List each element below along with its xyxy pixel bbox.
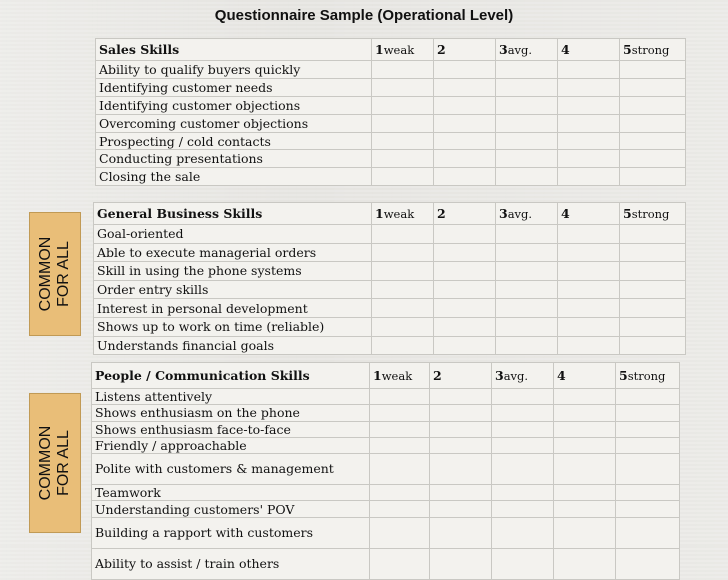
skill-label: Interest in personal development bbox=[94, 299, 372, 318]
side-label-common-for-all bbox=[29, 212, 81, 336]
rating-cell[interactable] bbox=[434, 150, 496, 168]
rating-cell[interactable] bbox=[370, 405, 430, 421]
rating-scale-header bbox=[558, 39, 620, 61]
table-row bbox=[96, 168, 686, 186]
skill-label: Identifying customer needs bbox=[96, 78, 372, 96]
rating-cell[interactable] bbox=[434, 280, 496, 299]
rating-cell[interactable] bbox=[620, 243, 686, 262]
rating-cell[interactable] bbox=[372, 132, 434, 150]
table-row bbox=[94, 317, 686, 336]
table-header-row bbox=[96, 39, 686, 61]
rating-cell[interactable] bbox=[558, 243, 620, 262]
skill-label: Able to execute managerial orders bbox=[94, 243, 372, 262]
rating-scale-number: 1 bbox=[375, 206, 384, 221]
rating-cell[interactable] bbox=[620, 262, 686, 281]
rating-cell[interactable] bbox=[620, 317, 686, 336]
rating-cell[interactable] bbox=[496, 336, 558, 355]
rating-scale-header bbox=[496, 39, 558, 61]
rating-cell[interactable] bbox=[430, 501, 492, 517]
rating-scale-number: 5 bbox=[619, 368, 628, 383]
rating-cell[interactable] bbox=[434, 299, 496, 318]
rating-scale-word: avg. bbox=[507, 43, 533, 57]
skill-label: Ability to assist / train others bbox=[92, 548, 370, 579]
rating-cell[interactable] bbox=[496, 78, 558, 96]
rating-cell[interactable] bbox=[496, 132, 558, 150]
rating-cell[interactable] bbox=[434, 61, 496, 79]
table-header-row bbox=[94, 203, 686, 225]
rating-cell[interactable] bbox=[620, 336, 686, 355]
rating-scale-header bbox=[492, 363, 554, 389]
rating-cell[interactable] bbox=[434, 336, 496, 355]
rating-cell[interactable] bbox=[620, 114, 686, 132]
rating-cell[interactable] bbox=[492, 548, 554, 579]
rating-cell[interactable] bbox=[372, 299, 434, 318]
rating-cell[interactable] bbox=[616, 454, 680, 485]
table-row bbox=[96, 61, 686, 79]
rating-scale-header bbox=[434, 39, 496, 61]
rating-cell[interactable] bbox=[620, 299, 686, 318]
table-row bbox=[96, 114, 686, 132]
rating-cell[interactable] bbox=[430, 548, 492, 579]
rating-cell[interactable] bbox=[492, 517, 554, 548]
rating-cell[interactable] bbox=[370, 517, 430, 548]
table-row bbox=[94, 243, 686, 262]
rating-cell[interactable] bbox=[370, 454, 430, 485]
rating-cell[interactable] bbox=[434, 132, 496, 150]
rating-scale-header bbox=[496, 203, 558, 225]
skill-label: Friendly / approachable bbox=[92, 437, 370, 453]
rating-cell[interactable] bbox=[430, 405, 492, 421]
rating-scale-number: 5 bbox=[623, 42, 632, 57]
rating-cell[interactable] bbox=[496, 317, 558, 336]
skill-label: Shows enthusiasm face-to-face bbox=[92, 421, 370, 437]
rating-cell[interactable] bbox=[554, 389, 616, 405]
rating-scale-number: 5 bbox=[623, 206, 632, 221]
rating-scale-header bbox=[372, 39, 434, 61]
skill-label: Identifying customer objections bbox=[96, 96, 372, 114]
rating-cell[interactable] bbox=[558, 96, 620, 114]
rating-cell[interactable] bbox=[372, 168, 434, 186]
rating-cell[interactable] bbox=[370, 437, 430, 453]
rating-cell[interactable] bbox=[558, 225, 620, 244]
table-row bbox=[94, 262, 686, 281]
rating-scale-word: weak bbox=[383, 207, 415, 221]
rating-cell[interactable] bbox=[492, 437, 554, 453]
rating-cell[interactable] bbox=[372, 262, 434, 281]
rating-scale-number: 1 bbox=[373, 368, 382, 383]
rating-scale-number: 1 bbox=[375, 42, 384, 57]
skill-label: Goal-oriented bbox=[94, 225, 372, 244]
rating-cell[interactable] bbox=[434, 114, 496, 132]
rating-cell[interactable] bbox=[370, 389, 430, 405]
rating-cell[interactable] bbox=[620, 78, 686, 96]
rating-cell[interactable] bbox=[616, 421, 680, 437]
rating-cell[interactable] bbox=[558, 299, 620, 318]
rating-cell[interactable] bbox=[372, 225, 434, 244]
rating-cell[interactable] bbox=[554, 517, 616, 548]
skill-label: Skill in using the phone systems bbox=[94, 262, 372, 281]
table-row bbox=[92, 437, 680, 453]
rating-cell[interactable] bbox=[558, 150, 620, 168]
rating-cell[interactable] bbox=[496, 225, 558, 244]
table-row bbox=[92, 517, 680, 548]
rating-scale-number: 4 bbox=[557, 368, 566, 383]
rating-cell[interactable] bbox=[496, 150, 558, 168]
rating-scale-word: weak bbox=[381, 369, 413, 383]
rating-cell[interactable] bbox=[558, 78, 620, 96]
rating-scale-header bbox=[370, 363, 430, 389]
rating-cell[interactable] bbox=[620, 61, 686, 79]
skill-label: Ability to qualify buyers quickly bbox=[96, 61, 372, 79]
rating-cell[interactable] bbox=[492, 454, 554, 485]
rating-cell[interactable] bbox=[492, 485, 554, 501]
rating-cell[interactable] bbox=[370, 485, 430, 501]
rating-cell[interactable] bbox=[616, 517, 680, 548]
rating-cell[interactable] bbox=[372, 150, 434, 168]
rating-cell[interactable] bbox=[554, 548, 616, 579]
rating-cell[interactable] bbox=[620, 168, 686, 186]
rating-cell[interactable] bbox=[554, 405, 616, 421]
rating-cell[interactable] bbox=[620, 150, 686, 168]
rating-cell[interactable] bbox=[496, 262, 558, 281]
rating-cell[interactable] bbox=[370, 548, 430, 579]
rating-cell[interactable] bbox=[372, 280, 434, 299]
rating-cell[interactable] bbox=[372, 114, 434, 132]
rating-cell[interactable] bbox=[616, 405, 680, 421]
side-label-line1: COMMON bbox=[37, 236, 54, 312]
rating-scale-word: strong bbox=[631, 207, 670, 221]
skill-label: Closing the sale bbox=[96, 168, 372, 186]
rating-cell[interactable] bbox=[434, 262, 496, 281]
section-heading: Sales Skills bbox=[96, 39, 372, 61]
rating-cell[interactable] bbox=[496, 243, 558, 262]
side-label-line1: COMMON bbox=[37, 425, 54, 501]
people-communication-skills-table bbox=[91, 362, 680, 580]
table-row bbox=[94, 225, 686, 244]
rating-scale-header bbox=[620, 39, 686, 61]
rating-cell[interactable] bbox=[616, 485, 680, 501]
section-heading: General Business Skills bbox=[94, 203, 372, 225]
rating-cell[interactable] bbox=[558, 114, 620, 132]
rating-cell[interactable] bbox=[496, 114, 558, 132]
rating-cell[interactable] bbox=[434, 78, 496, 96]
table-row bbox=[92, 485, 680, 501]
sales-skills-table bbox=[95, 38, 686, 186]
table-row bbox=[92, 501, 680, 517]
rating-cell[interactable] bbox=[370, 421, 430, 437]
rating-cell[interactable] bbox=[434, 168, 496, 186]
skill-label: Understands financial goals bbox=[94, 336, 372, 355]
rating-cell[interactable] bbox=[430, 437, 492, 453]
rating-cell[interactable] bbox=[430, 454, 492, 485]
rating-cell[interactable] bbox=[434, 96, 496, 114]
rating-cell[interactable] bbox=[430, 389, 492, 405]
rating-cell[interactable] bbox=[372, 317, 434, 336]
rating-cell[interactable] bbox=[372, 78, 434, 96]
rating-cell[interactable] bbox=[554, 437, 616, 453]
skill-label: Shows enthusiasm on the phone bbox=[92, 405, 370, 421]
table-row bbox=[92, 548, 680, 579]
side-label-common-for-all bbox=[29, 393, 81, 533]
rating-cell[interactable] bbox=[492, 501, 554, 517]
rating-cell[interactable] bbox=[496, 280, 558, 299]
rating-scale-word: avg. bbox=[503, 369, 529, 383]
table-row bbox=[94, 299, 686, 318]
rating-cell[interactable] bbox=[620, 225, 686, 244]
rating-cell[interactable] bbox=[554, 454, 616, 485]
rating-scale-number: 4 bbox=[561, 206, 570, 221]
table-row bbox=[92, 405, 680, 421]
rating-scale-word: strong bbox=[631, 43, 670, 57]
rating-cell[interactable] bbox=[496, 61, 558, 79]
rating-cell[interactable] bbox=[492, 389, 554, 405]
table-row bbox=[92, 454, 680, 485]
rating-cell[interactable] bbox=[558, 61, 620, 79]
rating-scale-word: weak bbox=[383, 43, 415, 57]
side-label-line2: FOR ALL bbox=[55, 430, 72, 496]
table-row bbox=[94, 336, 686, 355]
rating-cell[interactable] bbox=[554, 501, 616, 517]
side-label-line2: FOR ALL bbox=[55, 241, 72, 307]
skill-label: Understanding customers' POV bbox=[92, 501, 370, 517]
rating-cell[interactable] bbox=[558, 262, 620, 281]
table-row bbox=[92, 389, 680, 405]
rating-cell[interactable] bbox=[616, 501, 680, 517]
rating-cell[interactable] bbox=[496, 96, 558, 114]
rating-scale-header bbox=[620, 203, 686, 225]
rating-scale-word: avg. bbox=[507, 207, 533, 221]
rating-cell[interactable] bbox=[372, 61, 434, 79]
rating-cell[interactable] bbox=[372, 96, 434, 114]
rating-cell[interactable] bbox=[620, 96, 686, 114]
skill-label: Shows up to work on time (reliable) bbox=[94, 317, 372, 336]
rating-scale-number: 2 bbox=[433, 368, 442, 383]
table-header-row bbox=[92, 363, 680, 389]
rating-cell[interactable] bbox=[616, 389, 680, 405]
rating-cell[interactable] bbox=[434, 243, 496, 262]
skill-label: Teamwork bbox=[92, 485, 370, 501]
rating-cell[interactable] bbox=[558, 336, 620, 355]
rating-scale-header bbox=[430, 363, 492, 389]
table-row bbox=[96, 96, 686, 114]
table-row bbox=[96, 132, 686, 150]
table-row bbox=[92, 421, 680, 437]
rating-cell[interactable] bbox=[558, 317, 620, 336]
rating-scale-header bbox=[372, 203, 434, 225]
table-row bbox=[96, 78, 686, 96]
rating-cell[interactable] bbox=[492, 421, 554, 437]
rating-scale-word: strong bbox=[627, 369, 666, 383]
rating-cell[interactable] bbox=[616, 548, 680, 579]
rating-cell[interactable] bbox=[434, 225, 496, 244]
rating-cell[interactable] bbox=[496, 299, 558, 318]
rating-scale-number: 3 bbox=[499, 206, 508, 221]
rating-scale-header bbox=[616, 363, 680, 389]
rating-cell[interactable] bbox=[496, 168, 558, 186]
skill-label: Conducting presentations bbox=[96, 150, 372, 168]
rating-cell[interactable] bbox=[616, 437, 680, 453]
table-row bbox=[96, 150, 686, 168]
rating-cell[interactable] bbox=[372, 243, 434, 262]
skill-label: Overcoming customer objections bbox=[96, 114, 372, 132]
rating-cell[interactable] bbox=[558, 132, 620, 150]
rating-scale-number: 3 bbox=[499, 42, 508, 57]
rating-cell[interactable] bbox=[492, 405, 554, 421]
rating-scale-number: 2 bbox=[437, 206, 446, 221]
rating-cell[interactable] bbox=[554, 421, 616, 437]
skill-label: Polite with customers & management bbox=[92, 454, 370, 485]
skill-label: Listens attentively bbox=[92, 389, 370, 405]
rating-cell[interactable] bbox=[370, 501, 430, 517]
rating-scale-header bbox=[434, 203, 496, 225]
rating-cell[interactable] bbox=[558, 168, 620, 186]
rating-cell[interactable] bbox=[620, 132, 686, 150]
rating-scale-number: 2 bbox=[437, 42, 446, 57]
rating-cell[interactable] bbox=[372, 336, 434, 355]
general-business-skills-table bbox=[93, 202, 686, 355]
rating-scale-number: 3 bbox=[495, 368, 504, 383]
rating-cell[interactable] bbox=[430, 421, 492, 437]
rating-scale-number: 4 bbox=[561, 42, 570, 57]
rating-cell[interactable] bbox=[554, 485, 616, 501]
table-row bbox=[94, 280, 686, 299]
rating-cell[interactable] bbox=[620, 280, 686, 299]
skill-label: Building a rapport with customers bbox=[92, 517, 370, 548]
rating-cell[interactable] bbox=[558, 280, 620, 299]
rating-cell[interactable] bbox=[434, 317, 496, 336]
rating-cell[interactable] bbox=[430, 485, 492, 501]
skill-label: Order entry skills bbox=[94, 280, 372, 299]
rating-scale-header bbox=[554, 363, 616, 389]
skill-label: Prospecting / cold contacts bbox=[96, 132, 372, 150]
page-title: Questionnaire Sample (Operational Level) bbox=[214, 7, 514, 24]
section-heading: People / Communication Skills bbox=[92, 363, 370, 389]
rating-cell[interactable] bbox=[430, 517, 492, 548]
rating-scale-header bbox=[558, 203, 620, 225]
